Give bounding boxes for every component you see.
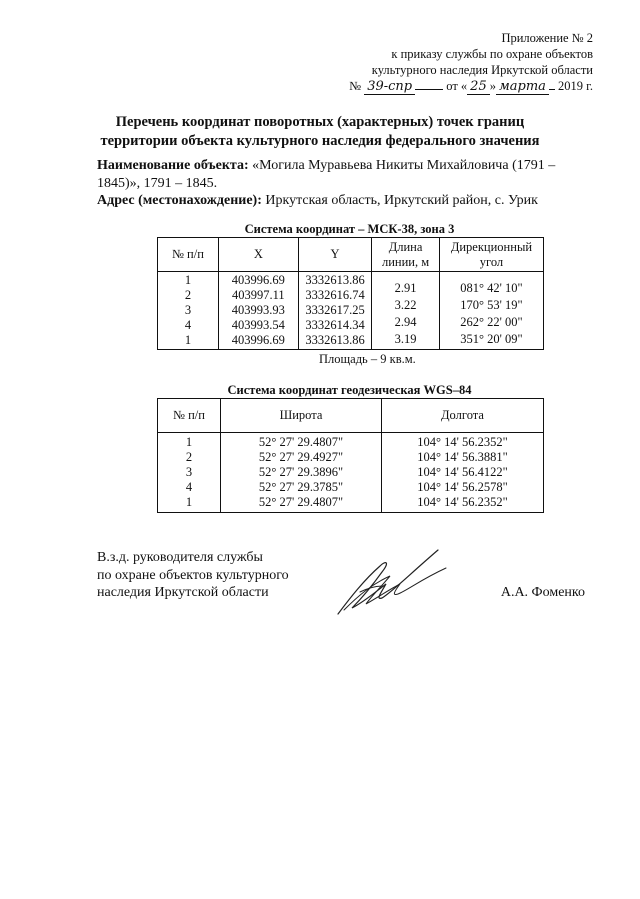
title-line-1: Перечень координат поворотных (характерных) точек границ <box>115 114 525 130</box>
wgs-header-longitude: Долгота <box>382 399 544 433</box>
msk-angle-1: 081° 42' 10" <box>460 281 523 295</box>
msk-x-5: 403996.69 <box>231 333 285 347</box>
msk-number-2: 2 <box>184 288 192 302</box>
msk-length-4: 3.19 <box>394 332 417 346</box>
msk-number-5: 1 <box>184 333 192 347</box>
msk-x-4: 403993.54 <box>231 318 285 332</box>
appendix-order-number-line: № 39-спр от « 25 » марта 2019 г. <box>349 79 593 94</box>
object-name-value: «Могила Муравьева Никиты Михайловича (1791 – 1845)», 1791 – 1845. <box>97 158 556 191</box>
wgs-number-3: 3 <box>185 465 193 479</box>
msk-y-4: 3332614.34 <box>305 318 365 332</box>
order-year: 2019 г. <box>558 79 593 93</box>
msk-header-x: X <box>218 238 298 272</box>
msk-y-3: 3332617.25 <box>305 303 365 317</box>
msk-y-2: 3332616.74 <box>305 288 365 302</box>
msk-caption: Система координат – МСК-38, зона 3 <box>244 222 455 236</box>
msk-angle-4: 351° 20' 09" <box>460 332 523 346</box>
object-address-row <box>97 192 597 210</box>
msk-angle-3: 262° 22' 00" <box>460 315 523 329</box>
appendix-title: Приложение № 2 <box>501 31 593 45</box>
title-line-2: территории объекта культурного наследия федерального значения <box>100 133 540 149</box>
wgs-data-row <box>158 433 544 513</box>
msk-data-row <box>158 272 544 350</box>
msk-y-1: 3332613.86 <box>305 273 365 287</box>
wgs-number-4: 4 <box>185 480 193 494</box>
wgs-lon-2: 104° 14' 56.3881" <box>417 450 508 464</box>
signatory-line-1: В.з.д. руководителя службы <box>97 550 263 565</box>
object-name-label: Наименование объекта: <box>97 158 249 173</box>
msk-header-row <box>158 238 544 272</box>
wgs-lat-3: 52° 27' 29.3896" <box>258 465 344 479</box>
object-name-row <box>97 157 597 192</box>
msk-x-2: 403997.11 <box>232 288 285 302</box>
signatory-line-3: наследия Иркутской области <box>97 585 269 600</box>
wgs-header-number: № п/п <box>158 399 221 433</box>
msk-coordinates-table <box>157 237 544 350</box>
order-number-label: № <box>349 79 362 93</box>
msk-header-y: Y <box>298 238 371 272</box>
appendix-agency-line: культурного наследия Иркутской области <box>371 63 593 77</box>
msk-angle-2: 170° 53' 19" <box>460 298 523 312</box>
wgs-lat-4: 52° 27' 29.3785" <box>258 480 344 494</box>
order-date-label: от « <box>446 79 468 93</box>
order-day-handwritten: 25 <box>467 79 490 95</box>
object-address-label: Адрес (местонахождение): <box>97 193 262 208</box>
wgs-number-1: 1 <box>185 435 193 449</box>
msk-number-3: 3 <box>184 303 192 317</box>
handwritten-signature <box>320 540 450 620</box>
wgs-lon-5: 104° 14' 56.2352" <box>417 495 508 509</box>
appendix-order-line: к приказу службы по охране объектов <box>391 47 593 61</box>
wgs-number-5: 1 <box>185 495 193 509</box>
wgs-lat-1: 52° 27' 29.4807" <box>258 435 344 449</box>
object-address-value: Иркутская область, Иркутский район, с. Урик <box>265 193 538 208</box>
msk-number-4: 4 <box>184 318 192 332</box>
wgs-lat-2: 52° 27' 29.4927" <box>258 450 344 464</box>
wgs-coordinates-table <box>157 398 544 513</box>
wgs-longitude-column <box>382 433 544 513</box>
msk-y-column <box>298 272 371 350</box>
wgs-number-column <box>158 433 221 513</box>
signatory-name: А.А. Фоменко <box>500 585 585 600</box>
wgs-caption: Система координат геодезическая WGS–84 <box>227 383 472 397</box>
wgs-number-2: 2 <box>185 450 193 464</box>
msk-length-1: 2.91 <box>394 281 417 295</box>
wgs-header-latitude: Широта <box>221 399 382 433</box>
wgs-lon-4: 104° 14' 56.2578" <box>417 480 508 494</box>
document-title <box>0 113 640 151</box>
msk-header-angle: Дирекционный угол <box>439 238 543 272</box>
msk-y-5: 3332613.86 <box>305 333 365 347</box>
msk-header-number: № п/п <box>158 238 219 272</box>
msk-header-length: Длина линии, м <box>372 238 440 272</box>
msk-angle-column <box>439 272 543 350</box>
msk-x-3: 403993.93 <box>231 303 285 317</box>
msk-length-3: 2.94 <box>394 315 417 329</box>
order-month-handwritten: марта <box>496 79 549 95</box>
wgs-latitude-column <box>221 433 382 513</box>
signatory-title <box>97 549 289 602</box>
msk-number-1: 1 <box>184 273 192 287</box>
msk-length-2: 3.22 <box>394 298 417 312</box>
wgs-header-row <box>158 399 544 433</box>
wgs-lon-3: 104° 14' 56.4122" <box>417 465 508 479</box>
order-number-handwritten: 39-спр <box>364 79 415 95</box>
signatory-line-2: по охране объектов культурного <box>97 567 289 583</box>
msk-x-1: 403996.69 <box>231 273 285 287</box>
object-info <box>97 157 597 210</box>
wgs-lon-1: 104° 14' 56.2352" <box>417 435 508 449</box>
msk-length-column <box>372 272 440 350</box>
appendix-block <box>349 30 593 95</box>
msk-x-column <box>218 272 298 350</box>
msk-area: Площадь – 9 кв.м. <box>319 352 416 366</box>
msk-number-column <box>158 272 219 350</box>
wgs-lat-5: 52° 27' 29.4807" <box>258 495 344 509</box>
